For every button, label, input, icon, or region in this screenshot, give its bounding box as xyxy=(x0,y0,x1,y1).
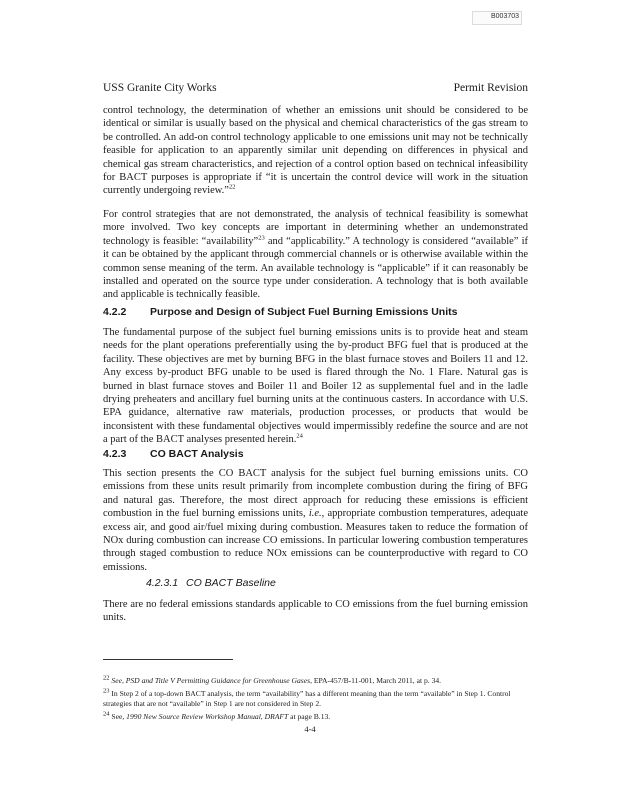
section-title: Purpose and Design of Subject Fuel Burning Emissions Units xyxy=(150,306,458,318)
footnote-separator xyxy=(103,659,233,660)
footnote-see: See, xyxy=(111,712,127,721)
section-number: 4.2.2 xyxy=(103,306,127,318)
paragraph-text: This section presents the CO BACT analysis for the subject fuel burning emissions units. CO emissions from these units result primarily from incomplete combustion during the firing of BFG and natural gas. Therefore, the most direct approach for reducing these emissions is efficient combustion in the fuel burning emissions units, xyxy=(103,468,528,520)
footnote-24 xyxy=(103,712,528,722)
footnote-number: 24 xyxy=(103,710,110,718)
section-heading-4-2-2 xyxy=(103,305,457,319)
footnote-see: See, xyxy=(111,676,126,685)
section-number: 4.2.3.1 xyxy=(146,577,179,589)
section-title: CO BACT Analysis xyxy=(150,448,244,460)
paragraph-text-continued: and “applicability.” A technology is considered “available” if it can be obtained by the applicant through commercial channels or is otherwise available within the common sense meaning of the term. An available technology is “applicable” if it can reasonably be installed and operated on the source type under consideration. A technology that is both available and applicable is technically feasible. xyxy=(103,235,528,301)
paragraph-fundamental-purpose xyxy=(103,326,528,447)
footnote-text: In Step 2 of a top-down BACT analysis, the term “availability” has a different meaning than the term “available” in Step 1. Control strategies that are not “available” in Step 1 are not considered in Step 2. xyxy=(103,689,511,708)
footnote-ref-23: 23 xyxy=(258,234,265,242)
footnote-number: 22 xyxy=(103,674,110,682)
paragraph-text: control technology, the determination of whether an emissions unit should be considered to be identical or similar is usually based on the physical and chemical characteristics of the gas stream to be controlled. An add-on control technology applicable to one emissions unit may not be technically feasible for application to an apparently similar unit depending on differences in physical and chemical gas stream characteristics, and rejection of a control option based on technical infeasibility for BACT purposes is appropriate if “it is uncertain the control device will work in the situation currently undergoing review.” xyxy=(103,105,528,197)
footnote-title: 1990 New Source Review Workshop Manual, DRAFT xyxy=(126,712,289,721)
footnote-text: at page B.13. xyxy=(288,712,331,721)
bates-number: B003703 xyxy=(491,13,520,20)
section-heading-4-2-3 xyxy=(103,447,244,461)
footnote-number: 23 xyxy=(103,687,110,695)
footnote-text: , EPA-457/B-11-001, March 2011, at p. 34. xyxy=(310,676,442,685)
paragraph-text: For control strategies that are not demonstrated, the analysis of technical feasibility is somewhat more involved. Two key concepts are important in determining whether an undemonstrated technology is feasible: “availability” xyxy=(103,209,528,247)
page-number: 4-4 xyxy=(304,724,316,734)
footnote-ref-22: 22 xyxy=(228,183,236,191)
footnote-ref-24: 24 xyxy=(296,432,303,440)
header-right: Permit Revision xyxy=(453,82,528,94)
paragraph-text-continued: , appropriate combustion temperatures, adequate excess air, and good air/fuel mixing during combustion. Measures taken to reduce the formation of NOx during combustion can increase CO emissions. In particular lowering combustion temperatures through staged combustion to reduce NOx emissions can be counterproductive with regard to CO emissions. xyxy=(103,508,529,573)
paragraph-co-bact-baseline xyxy=(103,598,528,625)
footnote-23 xyxy=(103,689,528,708)
header-left: USS Granite City Works xyxy=(103,82,217,94)
footnote-22 xyxy=(103,676,528,686)
footnote-title: PSD and Title V Permitting Guidance for Greenhouse Gases xyxy=(125,676,311,685)
paragraph-co-bact-analysis xyxy=(103,467,528,574)
section-title: CO BACT Baseline xyxy=(186,577,276,589)
paragraph-text: The fundamental purpose of the subject fuel burning emissions units is to provide heat and steam needs for the plant operations preferentially using the by-product BFG fuel that is produced at the facility. These objectives are met by burning BFG in the blast furnace stoves and Boilers 11 and 12. Any excess by-product BFG unable to be used is flared through the No. 1 Flare. Natural gas is burned in blast furnace stoves and Boiler 11 and Boiler 12 as supplemental fuel and in the ladle drying preheaters and ancillary fuel burning units at the continuous casters. In accordance with U.S. EPA guidance, alternative raw materials, production processes, or products that would be inconsistent with these fundamental objectives would impermissibly redefine the source and are not a part of the BACT analyses presented herein. xyxy=(103,327,528,446)
paragraph-undemonstrated-strategies xyxy=(103,208,528,302)
paragraph-technical-feasibility xyxy=(103,104,528,198)
paragraph-text: There are no federal emissions standards applicable to CO emissions from the fuel burning emission units. xyxy=(103,599,528,624)
italic-ie: i.e. xyxy=(308,508,322,520)
section-number: 4.2.3 xyxy=(103,448,127,460)
section-heading-4-2-3-1 xyxy=(146,576,276,590)
